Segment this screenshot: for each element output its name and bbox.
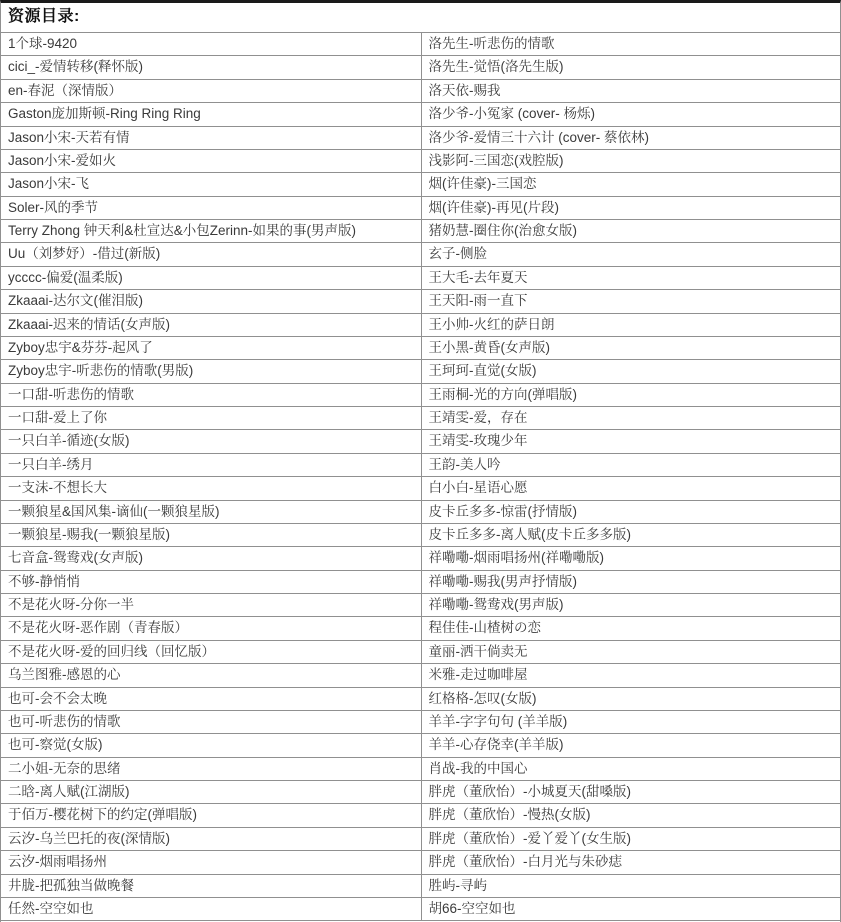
song-cell-right: 王珂珂-直觉(女版) [421,360,841,382]
song-cell-right: 洛先生-听悲伤的情歌 [421,33,841,55]
song-cell-left: Uu（刘梦妤）-借过(新版) [8,246,161,262]
song-cell-left: Gaston庞加斯顿-Ring Ring Ring [8,106,201,122]
table-row [1,430,840,453]
song-cell-left: Soler-风的季节 [8,199,99,215]
table-row [1,80,840,103]
table-row [1,407,840,430]
song-cell-left: Zyboy忠宇&芬芬-起风了 [8,339,153,355]
song-cell-left: Zkaaai-迟来的情话(女声版) [8,316,171,332]
song-cell-left: 一只白羊-循迹(女版) [8,433,130,449]
song-cell-right: 王小帅-火红的萨日朗 [421,314,841,336]
song-cell-right: 烟(许佳豪)-三国恋 [421,173,841,195]
song-cell-right: 皮卡丘多多-离人赋(皮卡丘多多版) [421,524,841,546]
table-row [1,220,840,243]
song-cell-right: 祥嘞嘞-烟雨唱扬州(祥嘞嘞版) [421,547,841,569]
table-row [1,758,840,781]
song-cell-right: 浅影阿-三国恋(戏腔版) [421,150,841,172]
song-cell-right: 肖战-我的中国心 [421,758,841,780]
song-cell-left: 1个球-9420 [8,36,78,51]
table-row [1,243,840,266]
table-row [1,477,840,500]
table-row [1,267,840,290]
table-row [1,384,840,407]
song-cell-left: 不是花火呀-分你一半 [8,597,134,612]
table-row [1,594,840,617]
song-cell-left: 也可-察觉(女版) [8,737,103,753]
song-cell-left: 二小姐-无奈的思绪 [8,760,121,776]
song-cell-right: 白小白-星语心愿 [421,477,841,499]
song-cell-right: 红格格-怎叹(女版) [421,688,841,710]
song-cell-right: 胖虎（董欣怡）-白月光与朱砂痣 [421,851,841,873]
song-cell-right: 羊羊-字字句句 (羊羊版) [421,711,841,733]
song-cell-left: Jason小宋-飞 [8,176,90,192]
table-row [1,734,840,757]
table-row [1,103,840,126]
table-row [1,314,840,337]
song-cell-right: 洛少爷-爱情三十六计 (cover- 蔡依林) [421,127,841,149]
table-row [1,56,840,79]
song-cell-right: 祥嘞嘞-赐我(男声抒情版) [421,571,841,593]
table-row [1,641,840,664]
song-cell-left: 一只白羊-绣月 [8,456,94,472]
song-cell-left: 云汐-乌兰巴托的夜(深情版) [8,830,170,846]
song-cell-left: Jason小宋-天若有情 [8,129,130,145]
song-cell-left: 云汐-烟雨唱扬州 [8,854,107,870]
song-cell-left: Jason小宋-爱如火 [8,152,117,168]
song-cell-right: 胖虎（董欣怡）-慢热(女版) [421,804,841,826]
table-row [1,617,840,640]
song-cell-right: 皮卡丘多多-惊雷(抒情版) [421,501,841,523]
song-cell-left: 井胧-把孤独当做晚餐 [8,877,134,893]
song-cell-left: 也可-听悲伤的情歌 [8,713,121,729]
song-cell-left: 七音盒-鸳鸯戏(女声版) [8,550,143,566]
table-row [1,898,840,921]
table-row [1,197,840,220]
table-row [1,828,840,851]
table-row [1,688,840,711]
song-cell-left: 乌兰图雅-感恩的心 [8,667,121,683]
song-cell-right: 王雨桐-光的方向(弹唱版) [421,384,841,406]
table-row [1,524,840,547]
song-cell-right: 胖虎（董欣怡）-小城夏天(甜嗓版) [421,781,841,803]
song-cell-left: Zyboy忠宇-听悲伤的情歌(男版) [8,363,194,379]
song-cell-right: 王小黑-黄昏(女声版) [421,337,841,359]
table-row [1,501,840,524]
song-cell-left: Terry Zhong 钟天利&杜宣达&小包Zerinn-如果的事(男声版) [8,223,357,238]
page-title: 资源目录: [1,3,840,33]
song-cell-left: Zkaaai-达尔文(催泪版) [8,293,144,309]
song-table [1,33,840,921]
table-row [1,875,840,898]
table-row [1,804,840,827]
song-cell-left: ycccc-偏爱(温柔版) [8,269,123,285]
song-cell-right: 洛天依-赐我 [421,80,841,102]
song-cell-left: 也可-会不会太晚 [8,690,107,706]
table-row [1,664,840,687]
table-row [1,150,840,173]
song-cell-left: 一口甜-听悲伤的情歌 [8,386,134,402]
song-cell-left: 不是花火呀-恶作剧（青春版） [8,620,188,636]
song-cell-right: 程佳佳-山楂树の恋 [421,617,841,639]
song-cell-right: 羊羊-心存侥幸(羊羊版) [421,734,841,756]
table-row [1,454,840,477]
song-cell-right: 王天阳-雨一直下 [421,290,841,312]
table-row [1,360,840,383]
song-cell-right: 烟(许佳豪)-再见(片段) [421,197,841,219]
table-row [1,337,840,360]
song-cell-right: 玄子-侧脸 [421,243,841,265]
table-row [1,547,840,570]
song-cell-right: 王靖雯-爱，存在 [421,407,841,429]
song-cell-left: 二晗-离人赋(江湖版) [8,784,130,799]
song-cell-right: 王大毛-去年夏天 [421,267,841,289]
table-row [1,33,840,56]
song-cell-left: 于佰万-樱花树下的约定(弹唱版) [8,807,197,823]
song-cell-right: 洛先生-觉悟(洛先生版) [421,56,841,78]
song-cell-left: en-春泥（深情版） [8,82,123,98]
song-cell-right: 洛少爷-小冤家 (cover- 杨烁) [421,103,841,125]
song-cell-left: 一颗狼星&国风集-谪仙(一颗狼星版) [8,503,220,519]
song-cell-right: 米雅-走过咖啡屋 [421,664,841,686]
table-row [1,711,840,734]
song-cell-left: 一支沫-不想长大 [8,480,107,496]
song-cell-left: cici_-爱情转移(释怀版) [8,59,143,75]
song-cell-right: 童丽-洒干倘卖无 [421,641,841,663]
song-cell-left: 不够-静悄悄 [8,573,80,589]
song-cell-right: 胡66-空空如也 [421,898,841,920]
song-cell-left: 不是花火呀-爱的回归线（回忆版） [8,643,215,659]
table-row [1,127,840,150]
song-cell-left: 一颗狼星-赐我(一颗狼星版) [8,526,170,542]
song-cell-left: 一口甜-爱上了你 [8,410,107,425]
table-row [1,173,840,196]
song-cell-left: 任然-空空如也 [8,900,94,916]
song-cell-right: 胜屿-寻屿 [421,875,841,897]
table-row [1,290,840,313]
table-row [1,571,840,594]
song-cell-right: 猪奶慧-圈住你(治愈女版) [421,220,841,242]
song-cell-right: 祥嘞嘞-鸳鸯戏(男声版) [421,594,841,616]
table-row [1,781,840,804]
table-row [1,851,840,874]
song-cell-right: 胖虎（董欣怡）-爱丫爱丫(女生版) [421,828,841,850]
song-cell-right: 王靖雯-玫瑰少年 [421,430,841,452]
song-cell-right: 王韵-美人吟 [421,454,841,476]
